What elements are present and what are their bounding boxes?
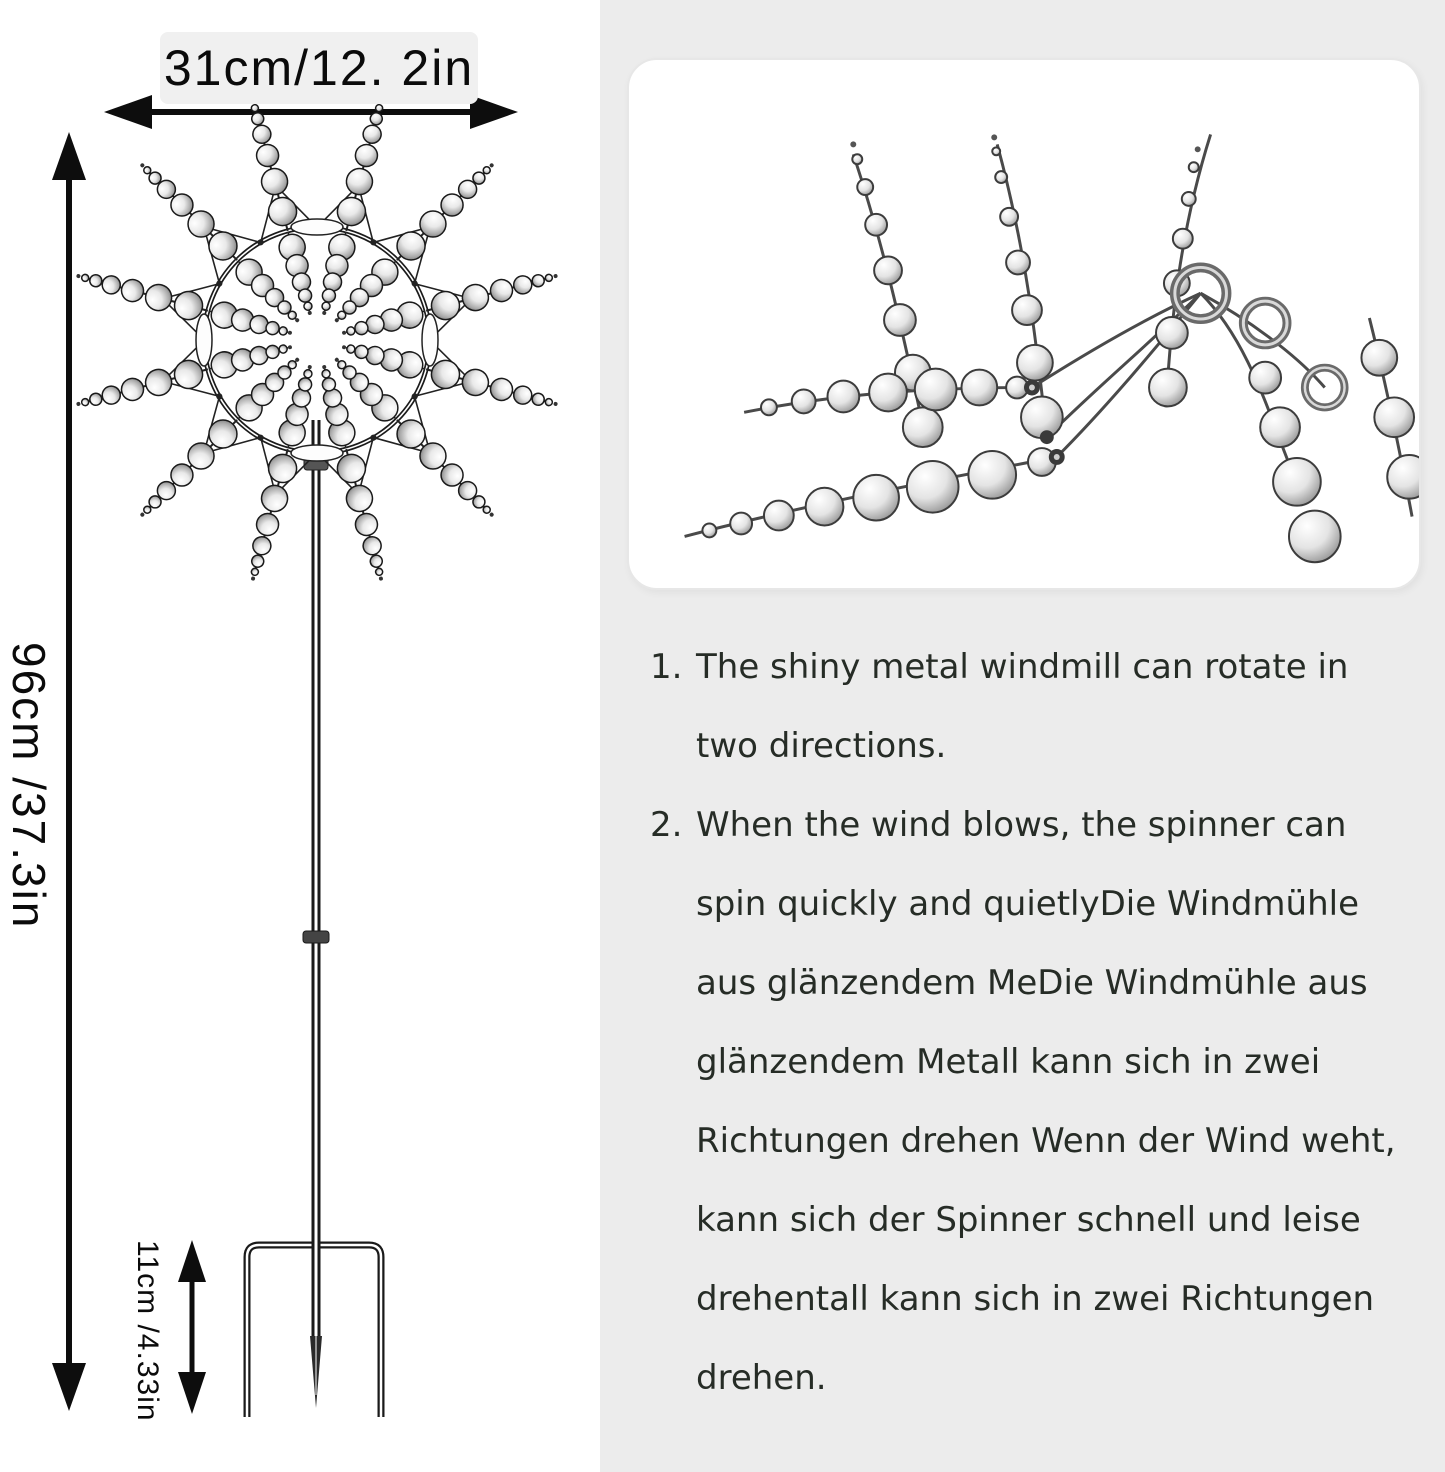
- feature-number: 1.: [650, 647, 683, 687]
- height-dimension-label: 96cm /37.3in: [3, 642, 55, 930]
- feature-item: [650, 786, 1408, 1418]
- feature-number: 2.: [650, 805, 683, 845]
- stake-arrow-icon: [178, 1240, 206, 1414]
- feature-item: [650, 628, 1408, 786]
- dimension-diagram-panel: [0, 0, 600, 1472]
- windmill-diagram: [0, 0, 600, 1472]
- feature-text: When the wind blows, the spinner can spin quickly and quietlyDie Windmühle aus glänzendem MeDie Windmühle aus glänzendem Metall kann sich in zwei Richtungen drehen Wenn der Wind weht, kann sich der Spinner schnell und leise drehentall kann sich in zwei Richtungen drehen.: [696, 805, 1396, 1398]
- feature-text: The shiny metal windmill can rotate in two directions.: [696, 647, 1349, 766]
- width-dimension-label: 31cm/12. 2in: [160, 32, 478, 104]
- stake-pole-drawing: [303, 420, 329, 1408]
- pole-coupler: [303, 931, 329, 943]
- closeup-photo-card: [627, 58, 1421, 590]
- closeup-photo: [629, 60, 1419, 588]
- feature-list: [650, 628, 1408, 1418]
- stake-dimension-label: 11cm /4.33in: [131, 1240, 164, 1422]
- info-panel: [600, 0, 1445, 1472]
- height-arrow-icon: [52, 132, 86, 1411]
